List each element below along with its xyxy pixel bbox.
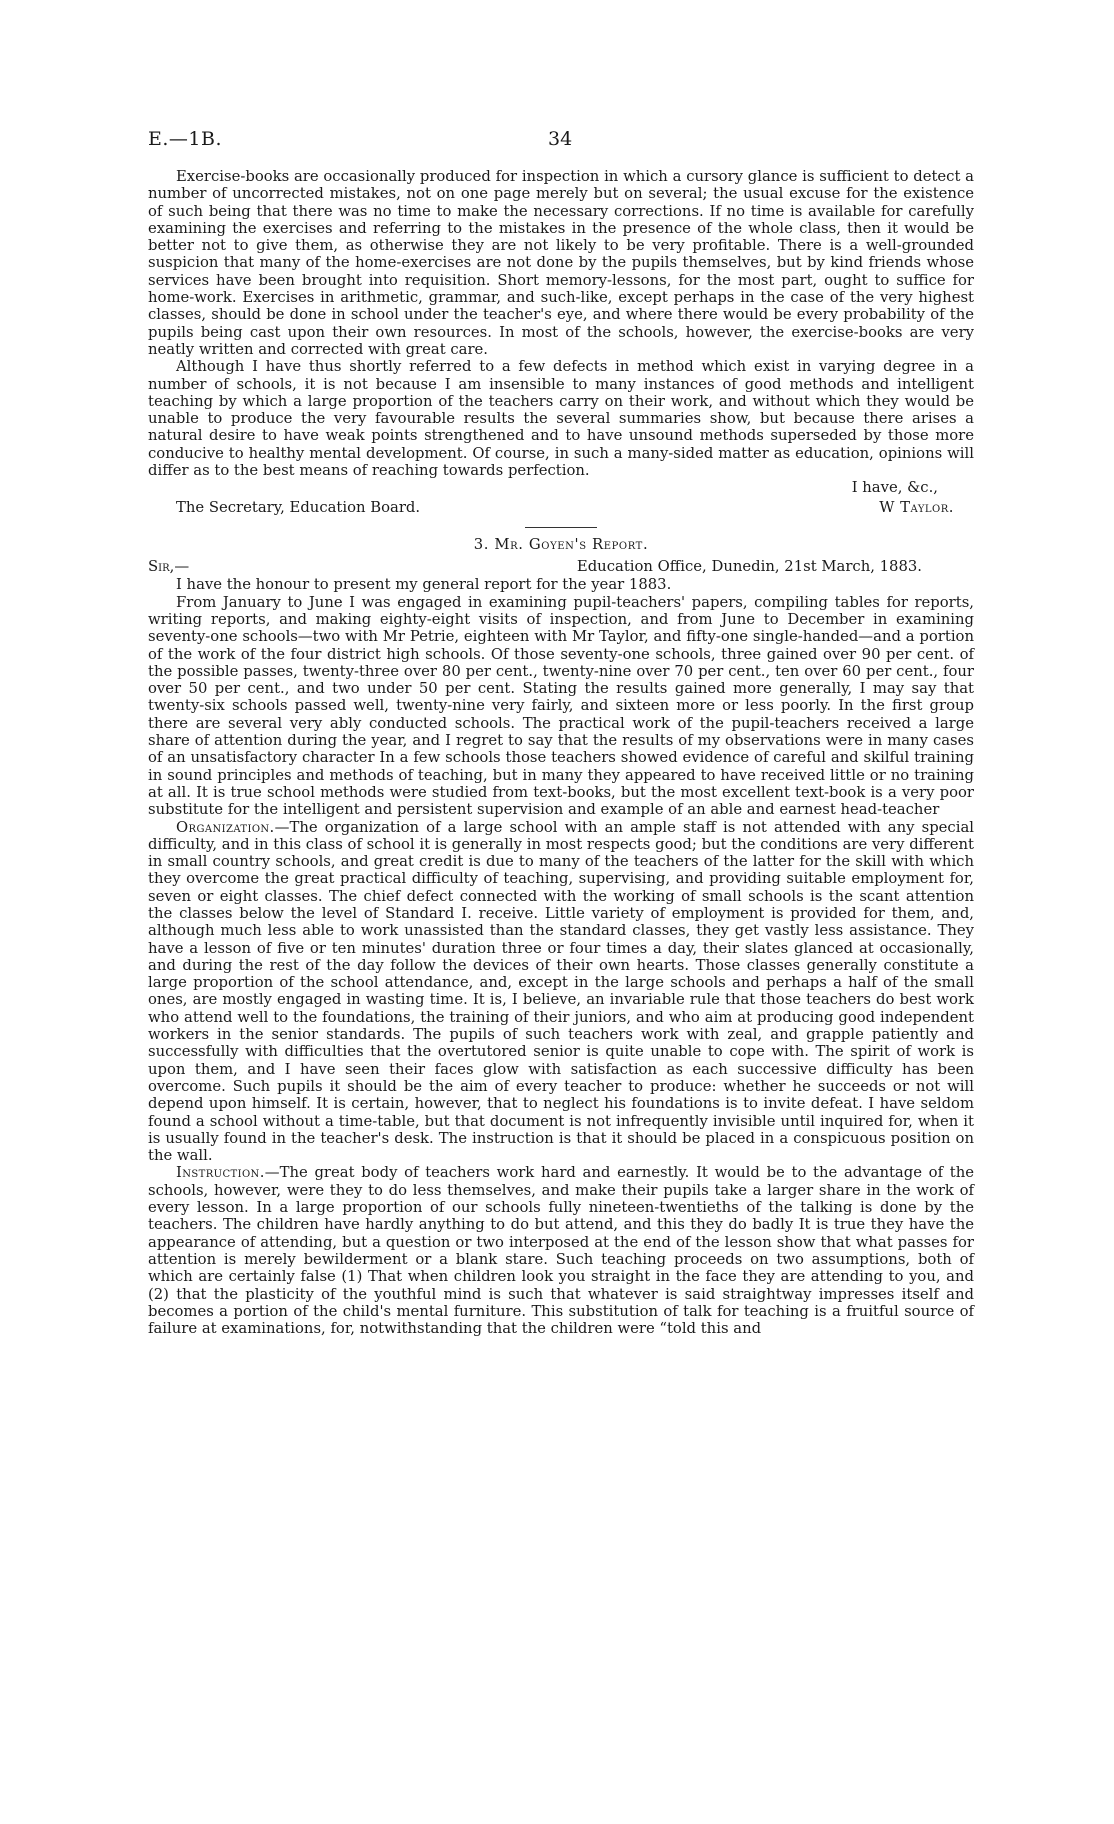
- closing-formula: I have, &c.,: [851, 479, 938, 497]
- paragraph-organization: [148, 819, 974, 1165]
- instruction-body: —The great body of teachers work hard and earnestly. It would be to the advantage of the schools, however, were they to do less themselves, and make their pupils take a larger share in the work of every lesson. In a large proportion of our schools fully nineteen-twentieths of the talking is done by the teachers. The children have hardly anything to do but attend, and this they do badly It is true they have the appearance of attending, but a question or two interposed at the end of the lesson show that what passes for attention is merely bewilderment or a blank stare. Such teaching proceeds on two assumptions, both of which are certainly false (1) That when children look you straight in the face they are attending to you, and (2) that the plasticity of the youthful mind is such that whatever is said straightway impresses itself and becomes a portion of the child's mental furniture. This substitution of talk for teaching is a fruitful source of failure at examinations, for, notwithstanding that the children were “told this and: [148, 1164, 974, 1338]
- organization-body: —The organization of a large school with an ample staff is not attended with any special difficulty, and in this class of school it is generally in most respects good; but the conditions are very different in small country schools, and great credit is due to many of the teachers of the latter for the skill with which they overcome the great practical difficulty of teaching, supervising, and providing suitable employment for, seven or eight classes. The chief defect connected with the working of small schools is the scant attention the classes below the level of Standard I. receive. Little variety of employment is provided for them, and, although much less able to work unassisted than the standard classes, they get vastly less assistance. They have a lesson of five or ten minutes' duration three or four times a day, their slates glanced at occasionally, and during the rest of the day follow the devices of their own hearts. Those classes generally constitute a large proportion of the school attendance, and, except in the large schools and perhaps a half of the small ones, are mostly engaged in wasting time. It is, I believe, an invariable rule that those teachers do best work who attend well to the foundations, the training of their juniors, and who aim at producing good independent workers in the senior standards. The pupils of such teachers work with zeal, and grapple patiently and successfully with difficulties that the overtutored senior is quite unable to cope with. The spirit of work is upon them, and I have seen their faces glow with satisfaction as each successive difficulty has been overcome. Such pupils it should be the aim of every teacher to produce: whether he succeeds or not will depend upon himself. It is certain, however, that to neglect his foundations is to invite defeat. I have seldom found a school without a time-table, but that document is not infrequently invisible until inquired for, when it is usually found in the teacher's desk. The instruction is that it should be placed in a conspicuous position on the wall.: [148, 818, 974, 1165]
- place-and-date: Education Office, Dunedin, 21st March, 1883.: [576, 558, 922, 576]
- section-title: 3. Mr. Goyen's Report.: [473, 536, 649, 554]
- paragraph-intro: I have the honour to present my general report for the year 1883.: [176, 576, 672, 594]
- addressee: The Secretary, Education Board.: [176, 499, 421, 517]
- document-page: [148, 128, 974, 1337]
- section-divider: [525, 527, 597, 528]
- paragraph-defects-in-method: Although I have thus shortly referred to a few defects in method which exist in varying degree in a number of schools, it is not because I am insensible to many instances of good methods and intelligent teaching by which a large proportion of the teachers carry on their work, and without which they would be unable to produce the very favourable results the several summaries show, but because there arises a natural desire to have weak points strengthened and to have unsound methods superseded by those more conducive to healthy mental development. Of course, in such a many-sided matter as education, opinions will differ as to the best means of reaching towards perfection.: [148, 358, 974, 480]
- page-number: 34: [548, 128, 573, 150]
- salutation-row: [148, 558, 974, 576]
- closing-line: [148, 479, 974, 499]
- paragraph-examinations: From January to June I was engaged in examining pupil-teachers' papers, compiling tables for reports, writing reports, and making eighty-eight visits of inspection, and from June to December in examining seventy-one schools—two with Mr Petrie, eighteen with Mr Taylor, and fifty-one single-handed—and a portion of the work of the four district high schools. Of those seventy-one schools, three gained over 90 per cent. of the possible passes, twenty-three over 80 per cent., twenty-nine over 70 per cent., ten over 60 per cent., four over 50 per cent., and two under 50 per cent. Stating the results gained more generally, I may say that twenty-six schools passed well, twenty-nine very fairly, and sixteen more or less poorly. In the first group there are several very ably conducted schools. The practical work of the pupil-teachers received a large share of attention during the year, and I regret to say that the results of my observations were in many cases of an unsatisfactory character In a few schools those teachers showed evidence of careful and skilful training in sound principles and methods of teaching, but in many they appeared to have received little or no training at all. It is true school methods were studied from text-books, but the most excellent text-book is a very poor substitute for the intelligent and persistent supervision and example of an able and earnest head-teacher: [148, 593, 974, 819]
- salutation: Sir,—: [148, 558, 190, 576]
- instruction-heading: Instruction.: [176, 1164, 265, 1182]
- organization-heading: Organization.: [176, 818, 275, 836]
- page-header: [148, 128, 974, 158]
- paragraph-instruction: [148, 1164, 974, 1337]
- signature: W Taylor.: [879, 499, 954, 517]
- document-reference: E.—1B.: [148, 128, 222, 150]
- paragraph-exercise-books: Exercise-books are occasionally produced for inspection in which a cursory glance is sufficient to detect a number of uncorrected mistakes, not on one page merely but on several; the usual excuse for the existence of such being that there was no time to make the necessary corrections. If no time is available for carefully examining the exercises and referring to the mistakes in the presence of the whole class, then it would be better not to give them, as otherwise they are not likely to be very profitable. There is a well-grounded suspicion that many of the home-exercises are not done by the pupils themselves, but by kind friends whose services have been brought into requisition. Short memory-lessons, for the most part, ought to suffice for home-work. Exercises in arithmetic, grammar, and such-like, except perhaps in the case of the very highest classes, should be done in school under the teacher's eye, and where there would be every probability of the pupils being cast upon their own resources. In most of the schools, however, the exercise-books are very neatly written and corrected with great care.: [148, 168, 974, 358]
- signature-line: [148, 499, 974, 519]
